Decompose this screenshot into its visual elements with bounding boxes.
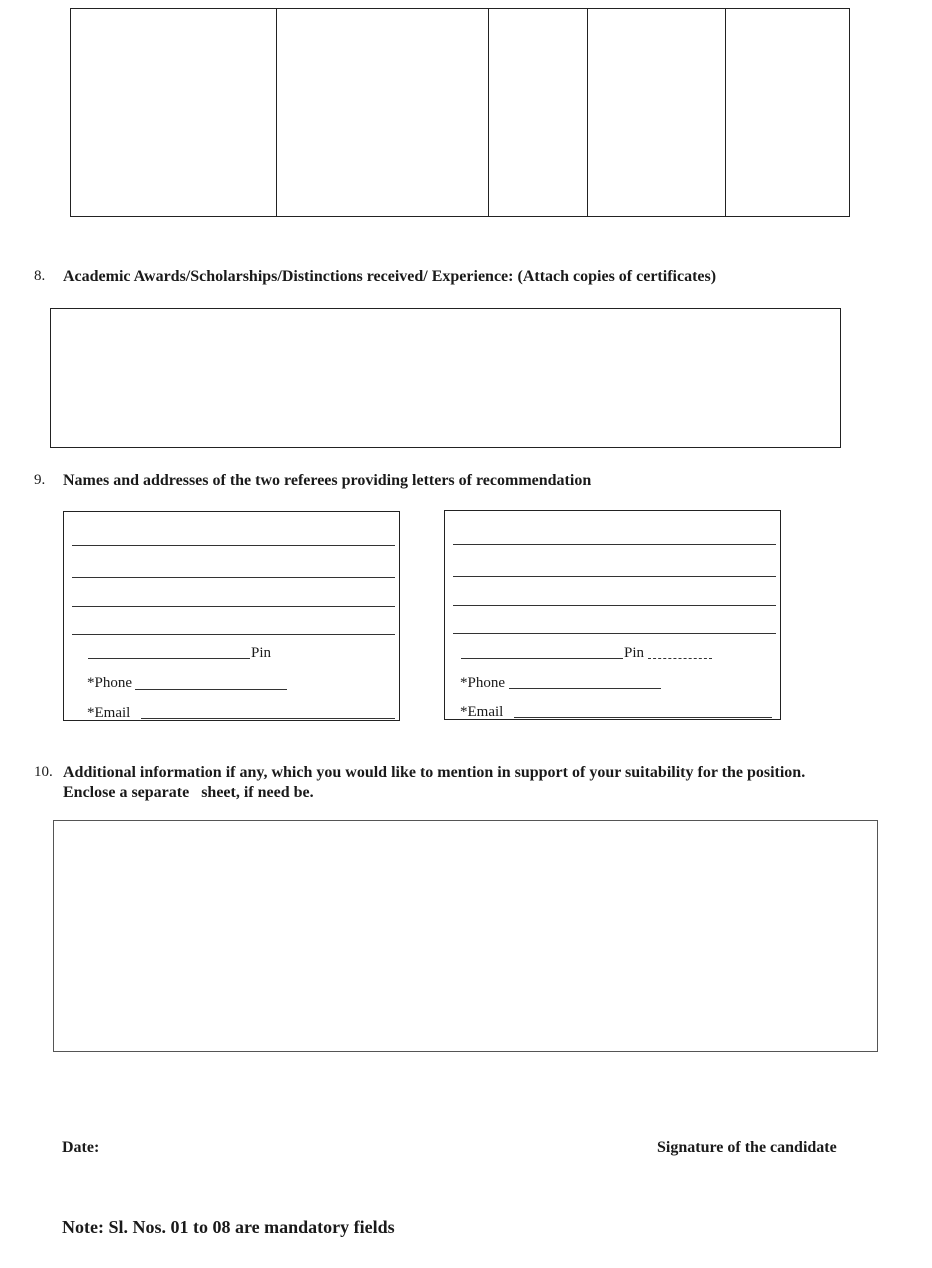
referee-2-email-line[interactable] <box>514 717 772 718</box>
section-8-number: 8. <box>34 268 46 284</box>
awards-input-box[interactable] <box>50 308 841 448</box>
date-label: Date: <box>62 1139 100 1156</box>
referee-1-address-line[interactable] <box>72 606 395 607</box>
referee-1-email-label: *Email <box>87 705 131 721</box>
table-column-divider <box>587 9 588 216</box>
referee-2-email-label: *Email <box>460 704 504 720</box>
section-10-number: 10. <box>34 764 53 780</box>
additional-info-input-box[interactable] <box>53 820 878 1052</box>
referee-2-address-line[interactable] <box>453 605 776 606</box>
section-10-heading-line-1: Additional information if any, which you would like to mention in support of your suitability for the position. <box>63 764 806 781</box>
referee-1-box <box>63 511 400 721</box>
referee-1-address-line[interactable] <box>72 577 395 578</box>
qualifications-table <box>70 8 850 217</box>
referee-2-address-line[interactable] <box>453 576 776 577</box>
referee-1-phone-line[interactable] <box>135 689 287 690</box>
referee-2-city-line[interactable] <box>461 658 623 659</box>
referee-2-address-line[interactable] <box>453 633 776 634</box>
referee-2-pin-line[interactable] <box>648 658 712 659</box>
mandatory-note: Note: Sl. Nos. 01 to 08 are mandatory fields <box>62 1217 395 1237</box>
referee-1-pin-label: Pin <box>251 645 272 661</box>
section-9-number: 9. <box>34 472 46 488</box>
referee-2-address-line[interactable] <box>453 544 776 545</box>
section-9-heading: Names and addresses of the two referees providing letters of recommendation <box>63 472 592 489</box>
referee-1-address-line[interactable] <box>72 545 395 546</box>
referee-1-address-line[interactable] <box>72 634 395 635</box>
table-column-divider <box>276 9 277 216</box>
referee-1-email-line[interactable] <box>141 718 395 719</box>
referee-1-phone-label: *Phone <box>87 675 132 691</box>
section-10-heading-line-2: Enclose a separate sheet, if need be. <box>63 784 314 801</box>
referee-1-city-line[interactable] <box>88 658 250 659</box>
referee-2-phone-label: *Phone <box>460 675 505 691</box>
table-column-divider <box>725 9 726 216</box>
table-column-divider <box>488 9 489 216</box>
referee-2-box <box>444 510 781 720</box>
referee-2-phone-line[interactable] <box>509 688 661 689</box>
referee-2-pin-label: Pin <box>624 645 645 661</box>
section-8-heading: Academic Awards/Scholarships/Distinctions received/ Experience: (Attach copies of certificates) <box>63 268 717 285</box>
signature-label: Signature of the candidate <box>657 1139 837 1156</box>
